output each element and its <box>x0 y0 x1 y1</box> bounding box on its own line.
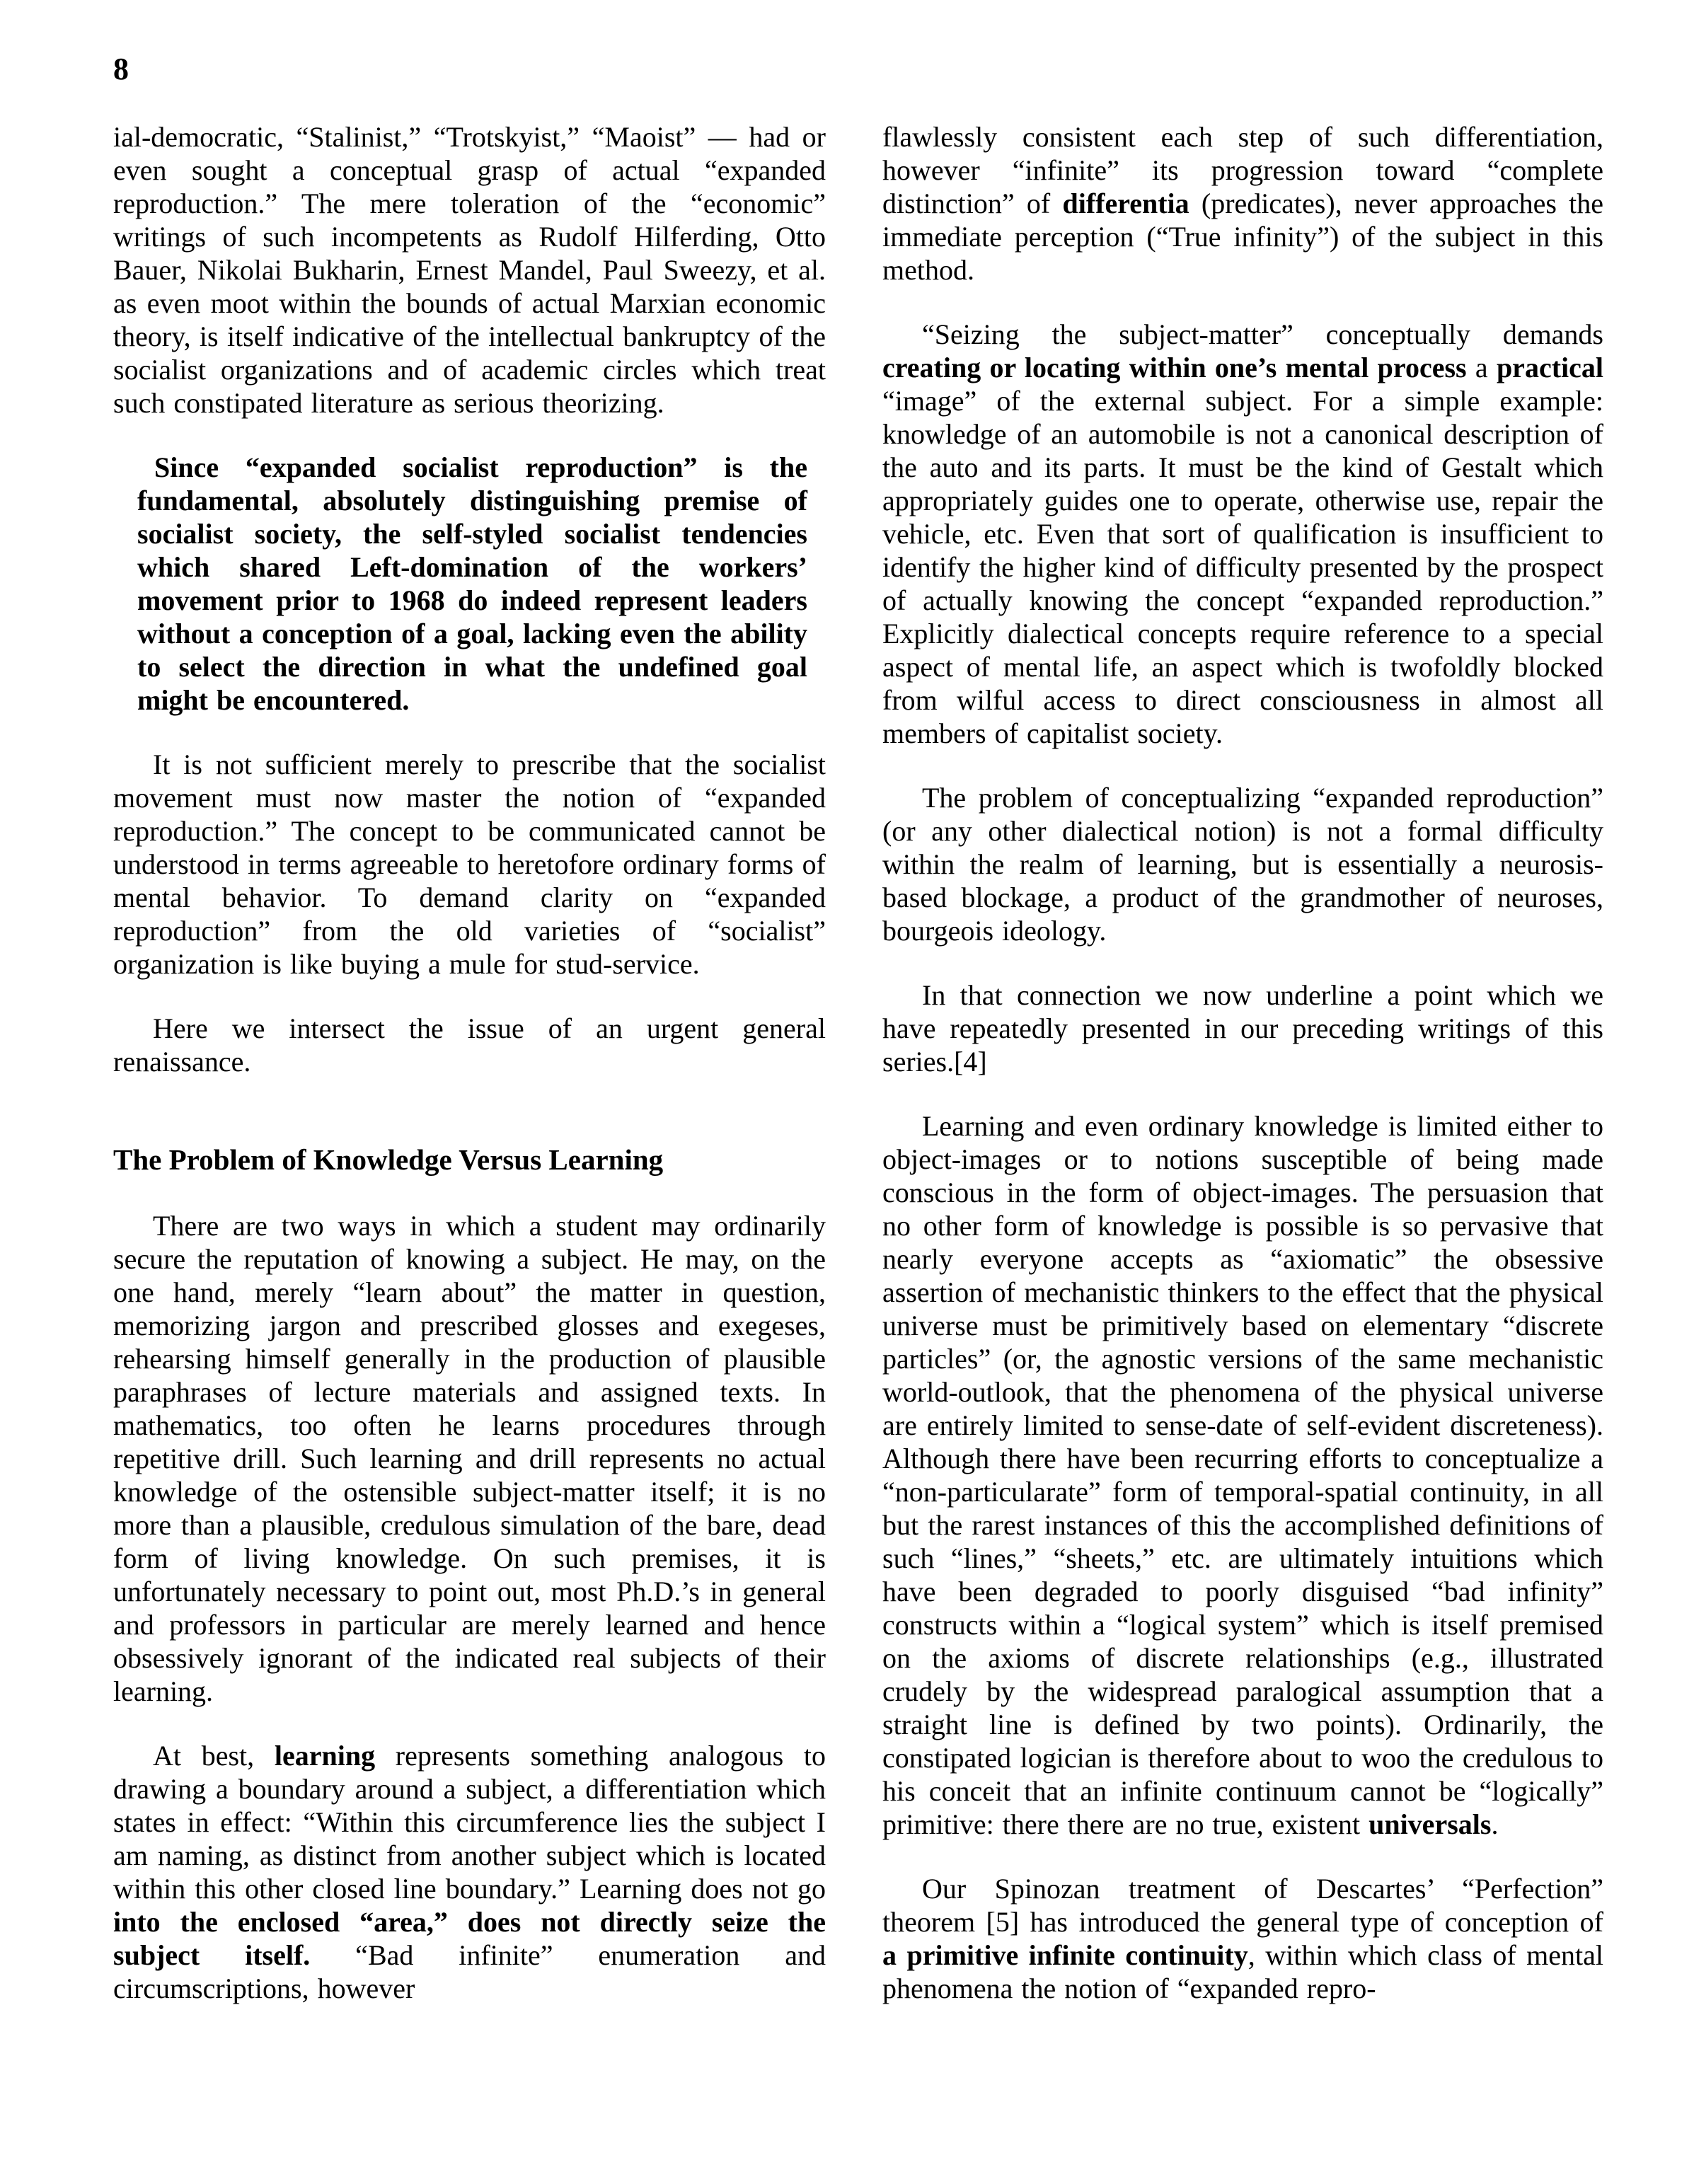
section-heading: The Problem of Knowledge Versus Learning <box>113 1143 664 1176</box>
bold-blockquote: Since “expanded socialist reproduction” is the fundamental, absolutely distinguishing premise of socialist society, the self-styled socialist tendencies which shared Left-domination of the workers’ movement prior to 1968 do indeed represent leaders without a conception of a goal, lacking even the ability to select the direction in what the undefined goal might be encountered. <box>137 451 807 716</box>
paragraph: It is not sufficient merely to prescribe that the socialist movement must now master the notion of “expanded reproduction.” The concept to be communicated cannot be understood in terms agreeable to heretofore ordinary forms of mental behavior. To demand clarity on “expanded reproduction” from the old varieties of “socialist” organization is like buying a mule for stud-service. <box>113 749 826 980</box>
paragraph: “Seizing the subject-matter” conceptually demands creating or locating within one’s mental process a practical “image” of the external subject. For a simple example: knowledge of an automobile is not a canonical description of the auto and its parts. It must be the kind of Gestalt which appropriately guides one to operate, otherwise use, repair the vehicle, etc. Even that sort of qualification is insufficient to identify the higher kind of difficulty presented by the prospect of actually knowing the concept “expanded reproduction.” Explicitly dialectical concepts require reference to a special aspect of mental life, an aspect which is twofoldly blocked from wilful access to direct consciousness in almost all members of capitalist society. <box>882 318 1603 749</box>
paragraph-continuation-from-previous-page: ial-democratic, “Stalinist,” “Trotskyist,” “Maoist” — had or even sought a conceptual grasp of actual “expanded reproduction.” The mere toleration of the “economic” writings of such incompetents as Rudolf Hilferding, Otto Bauer, Nikolai Bukharin, Ernest Mandel, Paul Sweezy, et al. as even moot within the bounds of actual Marxian economic theory, is itself indicative of the intellectual bankruptcy of the socialist organizations and of academic circles which treat such constipated literature as serious theorizing. <box>113 121 826 419</box>
page-number: 8 <box>113 52 129 86</box>
paragraph: There are two ways in which a student may ordinarily secure the reputation of knowing a subject. He may, on the one hand, merely “learn about” the matter in question, memorizing jargon and prescribed glosses and exegeses, rehearsing himself generally in the production of plausible paraphrases of lecture materials and assigned texts. In mathematics, too often he learns procedures through repetitive drill. Such learning and drill represents no actual knowledge of the ostensible subject-matter itself; it is no more than a plausible, credulous simulation of the bare, dead form of living knowledge. On such premises, it is unfortunately necessary to point out, most Ph.D.’s in general and professors in particular are merely learned and hence obsessively ignorant of the indicated real subjects of their learning. <box>113 1210 826 1707</box>
paragraph: In that connection we now underline a point which we have repeatedly presented in our preceding writings of this series.[4] <box>882 979 1603 1077</box>
paragraph: Learning and even ordinary knowledge is limited either to object-images or to notions susceptible of being made conscious in the form of object-images. The persuasion that no other form of knowledge is possible is so pervasive that nearly everyone accepts as “axiomatic” the obsessive assertion of mechanistic thinkers to the effect that the physical universe must be primitively based on elementary “discrete particles” (or, the agnostic versions of the same mechanistic world-outlook, that the phenomena of the physical universe are entirely limited to sense-date of self-evident discreteness). Although there have been recurring efforts to conceptualize a “non-particularate” form of temporal-spatial continuity, in all but the rarest instances of this the accomplished definitions of such “lines,” “sheets,” etc. are ultimately intuitions which have been degraded to poorly disguised “bad infinity” constructs within a “logical system” which is itself premised on the axioms of discrete relationships (e.g., illustrated crudely by the widespread paralogical assumption that a straight line is defined by two points). Ordinarily, the constipated logician is therefore about to woo the credulous to his conceit that an infinite continuum cannot be “logically” primitive: there there are no true, existent universals. <box>882 1110 1603 1840</box>
paragraph: Our Spinozan treatment of Descartes’ “Perfection” theorem [5] has introduced the general type of conception of a primitive infinite continuity, within which class of mental phenomena the notion of “expanded repro- <box>882 1873 1603 2004</box>
paragraph: At best, learning represents something analogous to drawing a boundary around a subject, a differentiation which states in effect: “Within this circumference lies the subject I am naming, as distinct from another subject which is located within this other closed line boundary.” Learning does not go into the enclosed “area,” does not directly seize the subject itself. “Bad infinite” enumeration and circumscriptions, however <box>113 1740 826 2004</box>
left-column <box>113 120 826 2005</box>
paragraph: The problem of conceptualizing “expanded reproduction” (or any other dialectical notion) is not a formal difficulty within the realm of learning, but is essentially a neurosis-based blockage, a product of the grandmother of neuroses, bourgeois ideology. <box>882 782 1603 947</box>
right-column <box>882 120 1603 2005</box>
paragraph: Here we intersect the issue of an urgent general renaissance. <box>113 1012 826 1077</box>
two-column-text-body <box>113 120 1603 2005</box>
paragraph-continuation-from-left-column: flawlessly consistent each step of such differentiation, however “infinite” its progression toward “complete distinction” of differentia (predicates), never approaches the immediate perception (“True infinity”) of the subject in this method. <box>882 121 1603 286</box>
